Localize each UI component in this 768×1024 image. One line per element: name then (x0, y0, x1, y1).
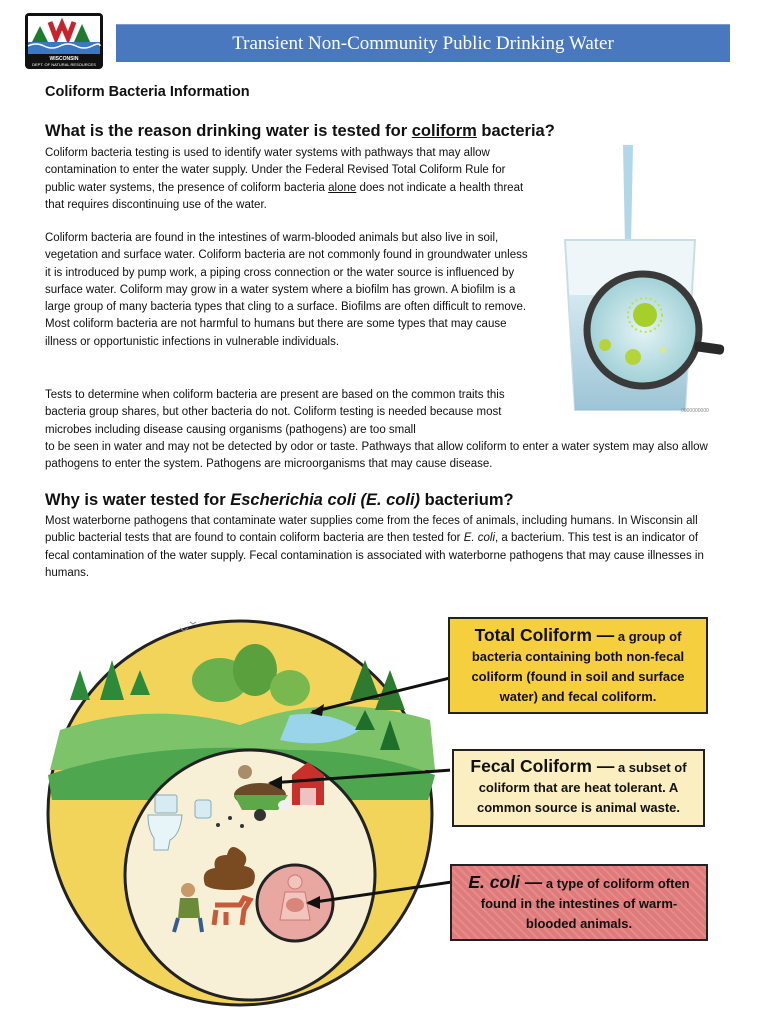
wdnr-logo (24, 12, 104, 70)
p3-wide: to be seen in water and may not be detected by odor or taste. Pathways that allow coliform to enter a water system may also allow pathogens to enter the system. Pathogens are microorganisms that may cause disease. (45, 440, 708, 471)
callout-ecoli (450, 864, 708, 941)
callout-fecal-text: a subset of coliform that are heat tolerant. A common source is animal waste. (476, 760, 687, 815)
paragraph-testing (45, 145, 525, 214)
p3-narrow: Tests to determine when coliform bacteria are present are based on the common traits this bacteria group shares, but other bacteria do not. Coliform testing is needed because most microbes including disease causing organisms (pathogens) are too small (45, 389, 505, 436)
callout-total-coliform (448, 617, 708, 714)
p4-b: , a bacterium. This test is an indicator of fecal contamination of the water supply. Fecal contamination is associated with waterborne pathogens that may cause illnesses in humans. (45, 532, 704, 579)
question-coliform (45, 122, 555, 141)
glass-magnifier-image (545, 145, 725, 415)
p4-italic: E. coli (463, 532, 496, 545)
callout-total-title: Total Coliform — (474, 625, 615, 645)
p1-a: Coliform bacteria testing is used to identify water systems with pathways that may allow contamination to enter the water supply. Under the Federal Revised Total Coliform Rule for public water systems, the presence of coliform bacteria (45, 147, 506, 194)
p4-a: Most waterborne pathogens that contaminate water supplies come from the feces of animals, including humans. In Wisconsin all public bacterial tests that are found to contain coliform bacteria are then tested for (45, 515, 698, 545)
image-caption: 0000000000 (681, 408, 709, 414)
paragraph-ecoli (45, 513, 725, 582)
question-ecoli (45, 491, 514, 510)
q1-underlined: coliform (411, 122, 477, 140)
page-banner (116, 24, 730, 62)
logo-line2: DEPT. OF NATURAL RESOURCES (32, 62, 96, 67)
callout-fecal-title: Fecal Coliform — (470, 756, 615, 776)
q1-post: bacteria? (476, 122, 555, 140)
banner-title: Transient Non-Community Public Drinking Water (232, 32, 614, 54)
q2-italic: Escherichia coli (E. coli) (230, 491, 421, 509)
logo-line1: WISCONSIN (49, 56, 79, 62)
q1-pre: What is the reason drinking water is tested for (45, 122, 412, 140)
q2-post: bacterium? (420, 491, 514, 509)
callout-fecal-coliform (452, 749, 705, 827)
callout-ecoli-title: E. coli — (468, 872, 543, 892)
q2-pre: Why is water tested for (45, 491, 231, 509)
p1-underlined: alone (328, 181, 357, 194)
section-title: Coliform Bacteria Information (45, 84, 250, 100)
callout-total-text: a group of bacteria containing both non-fecal coliform (found in soil and surface water) and fecal coliform. (471, 629, 685, 704)
coliform-circles-diagram (30, 600, 450, 1010)
p1-b: does not indicate a health threat that requires discontinuing use of the water. (45, 181, 524, 211)
paragraph-habitat: Coliform bacteria are found in the intestines of warm-blooded animals but also live in soil, vegetation and surface water. Coliform bacteria are not commonly found in groundwater unless it is introduced by pump work, a piping cross connection or the water source is influenced by surface water. Coliform may grow in a water system where a biofilm has grown. A biofilm is a large group of many bacteria types that cling to a surface. Biofilms are often difficult to remove. Most coliform bacteria are not harmful to humans but there are some types that may cause illness or opportunistic infections in vulnerable individuals. (45, 232, 528, 348)
callout-ecoli-text: a type of coliform often found in the intestines of warm-blooded animals. (480, 876, 690, 931)
